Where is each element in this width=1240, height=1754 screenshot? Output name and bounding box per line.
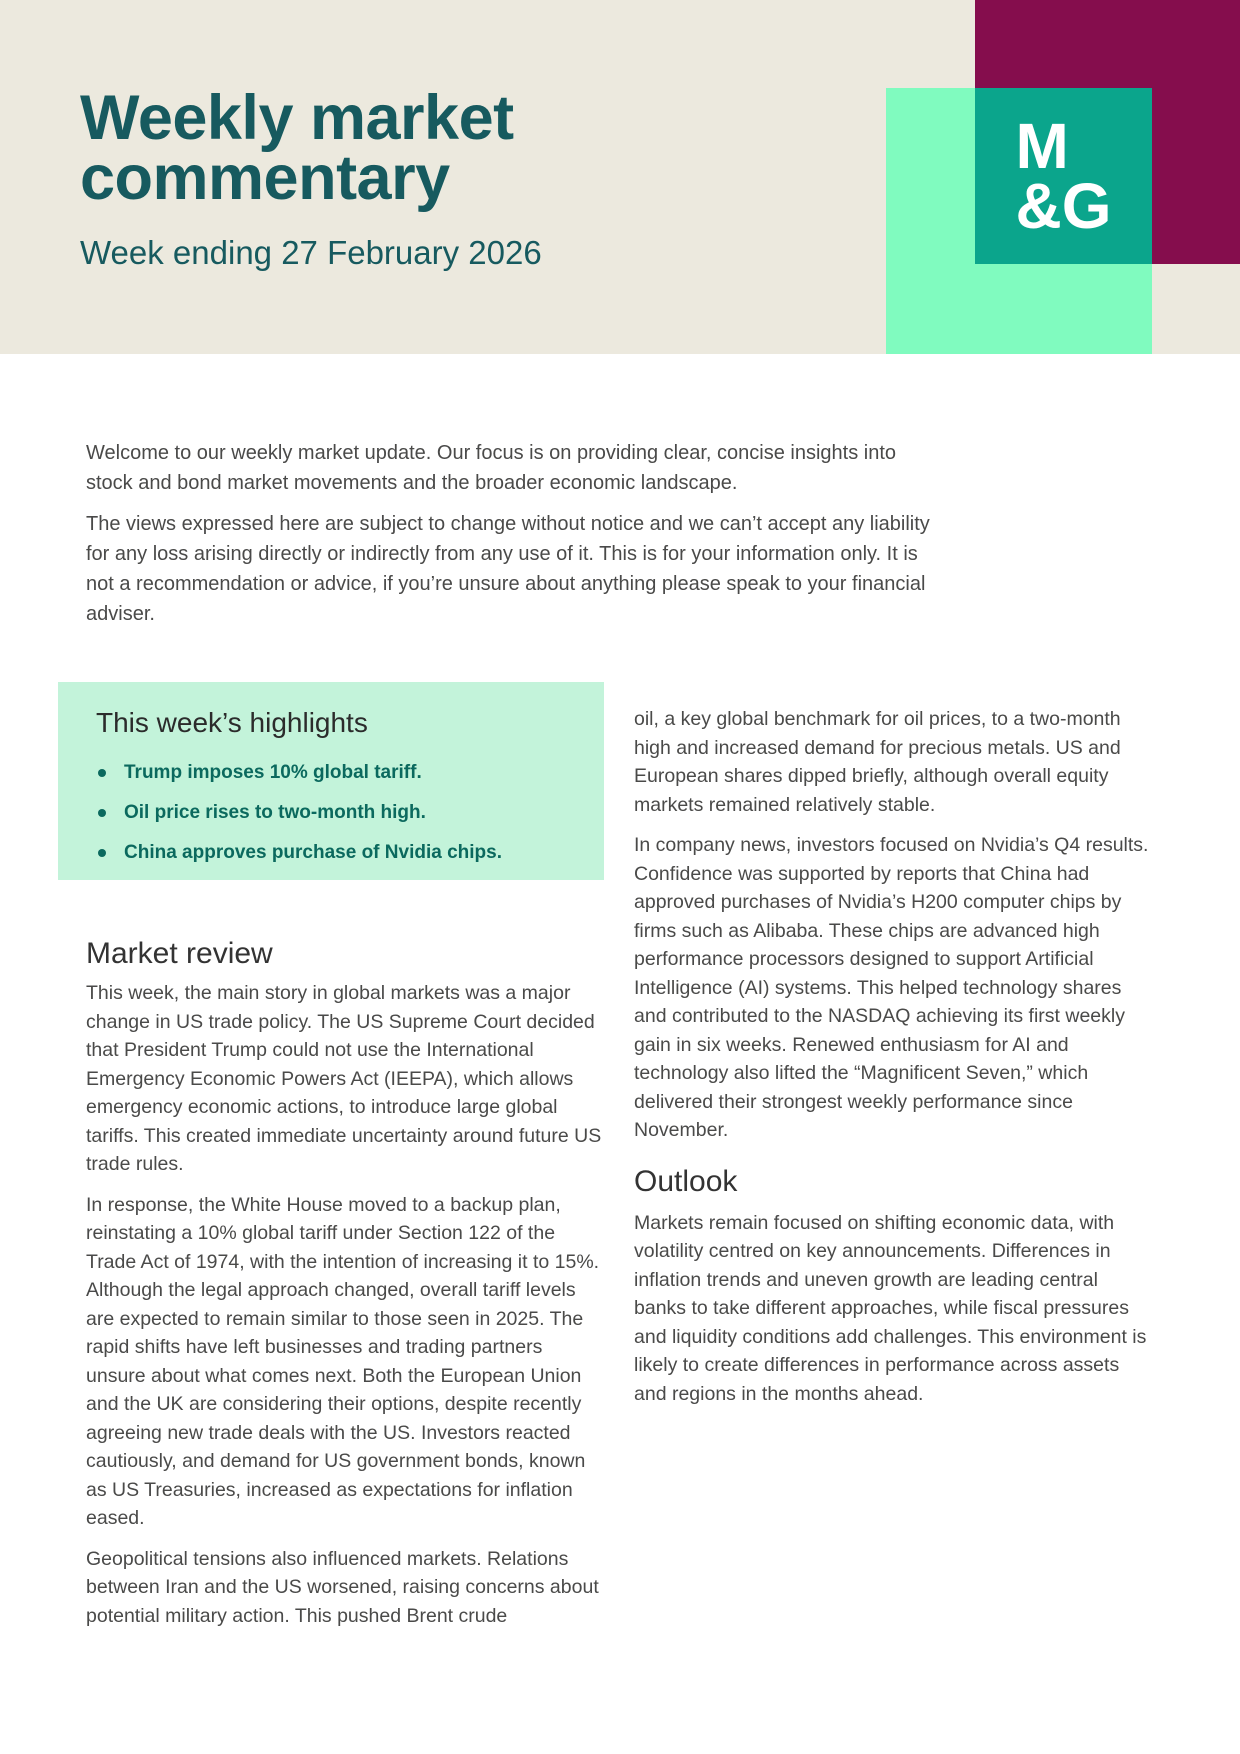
mandg-logo xyxy=(975,88,1152,264)
market-review-paragraph-2: In response, the White House moved to a backup plan, reinstating a 10% global tariff under Section 122 of the Trade Act of 1974, with the intention of increasing it to 15%. Although the legal approach changed, overall tariff levels are expected to remain similar to those seen in 2025. The rapid shifts have left businesses and trading partners unsure about what comes next. Both the European Union and the UK are considering their options, despite recently agreeing new trade deals with the US. Investors reacted cautiously, and demand for US government bonds, known as US Treasuries, increased as expectations for inflation eased. xyxy=(86,1193,600,1529)
highlight-item-text: Oil price rises to two-month high. xyxy=(124,802,426,823)
mandg-logo-text xyxy=(1015,110,1112,242)
intro-paragraph-1: Welcome to our weekly market update. Our focus is on providing clear, concise insights into stock and bond market movements and the broader economic landscape. xyxy=(86,442,897,494)
highlight-item xyxy=(96,760,580,786)
highlight-item-text: Trump imposes 10% global tariff. xyxy=(124,762,422,783)
bullet-dot-icon xyxy=(98,769,106,777)
page-subtitle: Week ending 27 February 2026 xyxy=(80,234,542,271)
highlights-list xyxy=(96,760,580,866)
page-title-line1: Weekly market xyxy=(80,83,514,153)
bullet-dot-icon xyxy=(98,809,106,817)
bullet-dot-icon xyxy=(98,849,106,857)
header-band xyxy=(0,0,1240,354)
title-block xyxy=(80,83,542,273)
intro-section xyxy=(86,438,931,640)
highlight-item xyxy=(96,800,580,826)
intro-paragraph-2: The views expressed here are subject to change without notice and we can’t accept any liability for any loss arising directly or indirectly from any use of it. This is for your information only. It is not a recommendation or advice, if you’re unsure about anything please speak to your financial adviser. xyxy=(86,513,930,625)
page-title xyxy=(80,83,542,213)
highlight-item-text: China approves purchase of Nvidia chips. xyxy=(124,842,502,863)
market-review-paragraph-1: This week, the main story in global markets was a major change in US trade policy. The US Supreme Court decided that President Trump could not use the International Emergency Economic Powers Act (IEEPA), which allows emergency economic actions, to introduce large global tariffs. This created immediate uncertainty around future US trade rules. xyxy=(86,982,602,1175)
highlight-item xyxy=(96,840,580,866)
market-review-heading: Market review xyxy=(86,937,273,970)
highlights-box xyxy=(58,682,604,880)
highlights-heading: This week’s highlights xyxy=(96,707,368,738)
market-review-continued-paragraph-2: In company news, investors focused on Nvidia’s Q4 results. Confidence was supported by reports that China had approved purchases of Nvidia’s H200 computer chips by firms such as Alibaba. These chips are advanced high performance processors designed to support Artificial Intelligence (AI) systems. This helped technology shares and contributed to the NASDAQ achieving its first weekly gain in six weeks. Renewed enthusiasm for AI and technology also lifted the “Magnificent Seven,” which delivered their strongest weekly performance since November. xyxy=(634,834,1149,1141)
market-review-section xyxy=(86,937,603,1642)
outlook-paragraph: Markets remain focused on shifting economic data, with volatility centred on key announcements. Differences in inflation trends and uneven growth are leading central banks to take different approaches, while fiscal pressures and liquidity conditions add challenges. This environment is likely to create differences in performance across assets and regions in the months ahead. xyxy=(634,1211,1147,1405)
logo-line-andg: &G xyxy=(1015,170,1112,242)
market-review-continued-paragraph-1: oil, a key global benchmark for oil prices, to a two-month high and increased demand for precious metals. US and European shares dipped briefly, although overall equity markets remained relatively stable. xyxy=(634,708,1121,816)
logo-line-m: M xyxy=(1015,110,1069,182)
page-title-line2: commentary xyxy=(80,143,450,213)
right-column xyxy=(634,705,1151,1420)
market-review-paragraph-3: Geopolitical tensions also influenced markets. Relations between Iran and the US worsened, raising concerns about potential military action. This pushed Brent crude xyxy=(86,1547,599,1627)
outlook-heading: Outlook xyxy=(634,1164,738,1198)
